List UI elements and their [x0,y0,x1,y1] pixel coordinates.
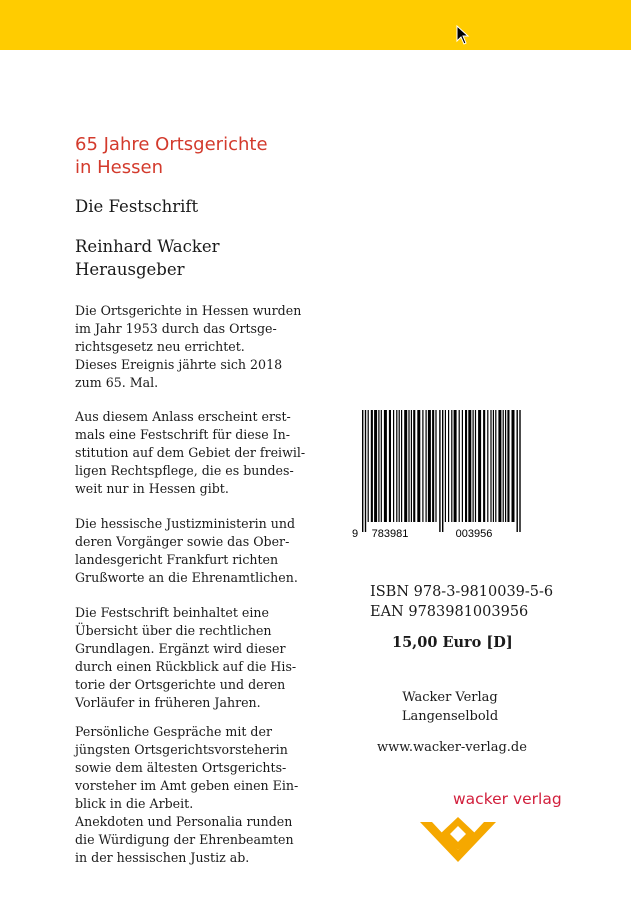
blurb-line: Die hessische Justizministerin und [75,516,296,531]
barcode-bar [396,410,397,522]
barcode-bar [435,410,436,522]
barcode-bar [465,410,467,522]
publisher-block [400,688,500,726]
blurb-line: stitution auf dem Gebiet der freiwil- [75,445,306,460]
blurb-paragraph-1 [75,302,315,392]
barcode-bar [495,410,496,522]
barcode-bar [512,410,515,522]
blurb-line: zum 65. Mal. [75,375,159,390]
barcode-bar [417,410,420,522]
barcode-bar [487,410,488,522]
barcode-bar [468,410,471,522]
barcode-bar [445,410,446,522]
barcode-bar [483,410,485,522]
isbn-number: ISBN 978-3-9810039-5-6 [370,584,554,600]
barcode-bar [422,410,423,522]
barcode-bar [498,410,501,522]
barcode-bar [393,410,394,522]
barcode-bar [503,410,504,522]
barcode-bar [439,410,440,532]
blurb-line: Die Festschrift beinhaltet eine [75,605,269,620]
barcode-bar [475,410,476,522]
blurb-line: durch einen Rückblick auf die His- [75,659,297,674]
barcode-bar [374,410,377,522]
blurb-line: richtsgesetz neu errichtet. [75,339,245,354]
blurb-line: Die Ortsgerichte in Hessen wurden [75,303,302,318]
blurb-line: im Jahr 1953 durch das Ortsge- [75,321,277,336]
blurb-paragraph-2 [75,408,315,498]
blurb-line: jüngsten Ortsgerichtsvorsteherin [75,742,288,757]
ean-barcode [352,410,532,540]
blurb-line: ligen Rechtspflege, die es bundes- [75,463,294,478]
blurb-paragraph-5 [75,723,315,867]
barcode-bar [462,410,463,522]
blurb-line: die Würdigung der Ehrenbeamten [75,832,294,847]
barcode-bar [401,410,402,522]
top-bar [0,0,631,50]
book-subtitle: Die Festschrift [75,197,199,216]
barcode-bar [505,410,506,522]
blurb-line: Persönliche Gespräche mit der [75,724,272,739]
barcode-bar [399,410,400,522]
blurb-line: Anekdoten und Personalia runden [75,814,293,829]
barcode-bar [459,410,460,522]
barcode-bar [432,410,434,522]
blurb-line: torie der Ortsgerichte und deren [75,677,286,692]
wacker-logo-icon [418,812,498,862]
barcode-bar [371,410,373,522]
barcode-bar [442,410,443,532]
barcode-bar [493,410,494,522]
barcode-bar [368,410,369,522]
publisher-website: www.wacker-verlag.de [377,740,527,755]
identifier-block [370,582,553,622]
blurb-line: landesgericht Frankfurt richten [75,552,279,567]
barcode-bar [507,410,509,522]
barcode-bar [490,410,491,522]
blurb-line: blick in die Arbeit. [75,796,194,811]
barcode-right-digits: 003956 [455,528,493,540]
blurb-paragraph-4 [75,604,315,712]
blurb-line: deren Vorgänger sowie das Ober- [75,534,290,549]
editor-block [75,235,220,281]
blurb-line: Dieses Ereignis jährte sich 2018 [75,357,283,372]
barcode-bar [411,410,412,522]
blurb-line: mals eine Festschrift für diese In- [75,427,291,442]
barcode-bar [408,410,409,522]
publisher-city: Langenselbold [401,709,499,724]
blurb-line: Grußworte an die Ehrenamtlichen. [75,570,298,585]
blurb-line: Übersicht über die rechtlichen [75,623,272,638]
barcode-bar [426,410,427,522]
barcode-bar [519,410,520,532]
barcode-bar [448,410,449,522]
barcode-left-digits: 783981 [371,528,409,540]
blurb-line: Aus diesem Anlass erscheint erst- [75,409,291,424]
barcode-bar [381,410,382,522]
blurb-line: vorsteher im Amt geben einen Ein- [75,778,299,793]
blurb-paragraph-3 [75,515,315,587]
barcode-bar [478,410,481,522]
barcode-bar [451,410,452,522]
barcode-bar [517,410,518,532]
barcode-bar [404,410,407,522]
mouse-pointer-icon [456,25,470,45]
barcode-bar [389,410,391,522]
editor-role: Herausgeber [75,260,185,279]
blurb-line: sowie dem ältesten Ortsgerichts- [75,760,287,775]
barcode-bar [413,410,415,522]
publisher-name: Wacker Verlag [402,690,498,705]
ean-number: EAN 9783981003956 [370,604,529,620]
blurb-line: Grundlagen. Ergänzt wird dieser [75,641,286,656]
blurb-line: in der hessischen Justiz ab. [75,850,250,865]
blurb-line: weit nur in Hessen gibt. [75,481,229,496]
barcode-lead-digit: 9 [352,528,359,540]
barcode-bar [428,410,431,522]
barcode-bar [365,410,366,532]
barcode-bar [454,410,457,522]
price: 15,00 Euro [D] [392,634,513,651]
editor-name: Reinhard Wacker [75,237,220,256]
barcode-bar [378,410,379,522]
logo-text: wacker verlag [453,790,562,808]
barcode-bar [384,410,387,522]
book-title: 65 Jahre Ortsgerichte in Hessen [75,134,268,178]
barcode-bar [473,410,474,522]
barcode-bar [362,410,363,532]
blurb-line: Vorläufer in früheren Jahren. [75,695,261,710]
